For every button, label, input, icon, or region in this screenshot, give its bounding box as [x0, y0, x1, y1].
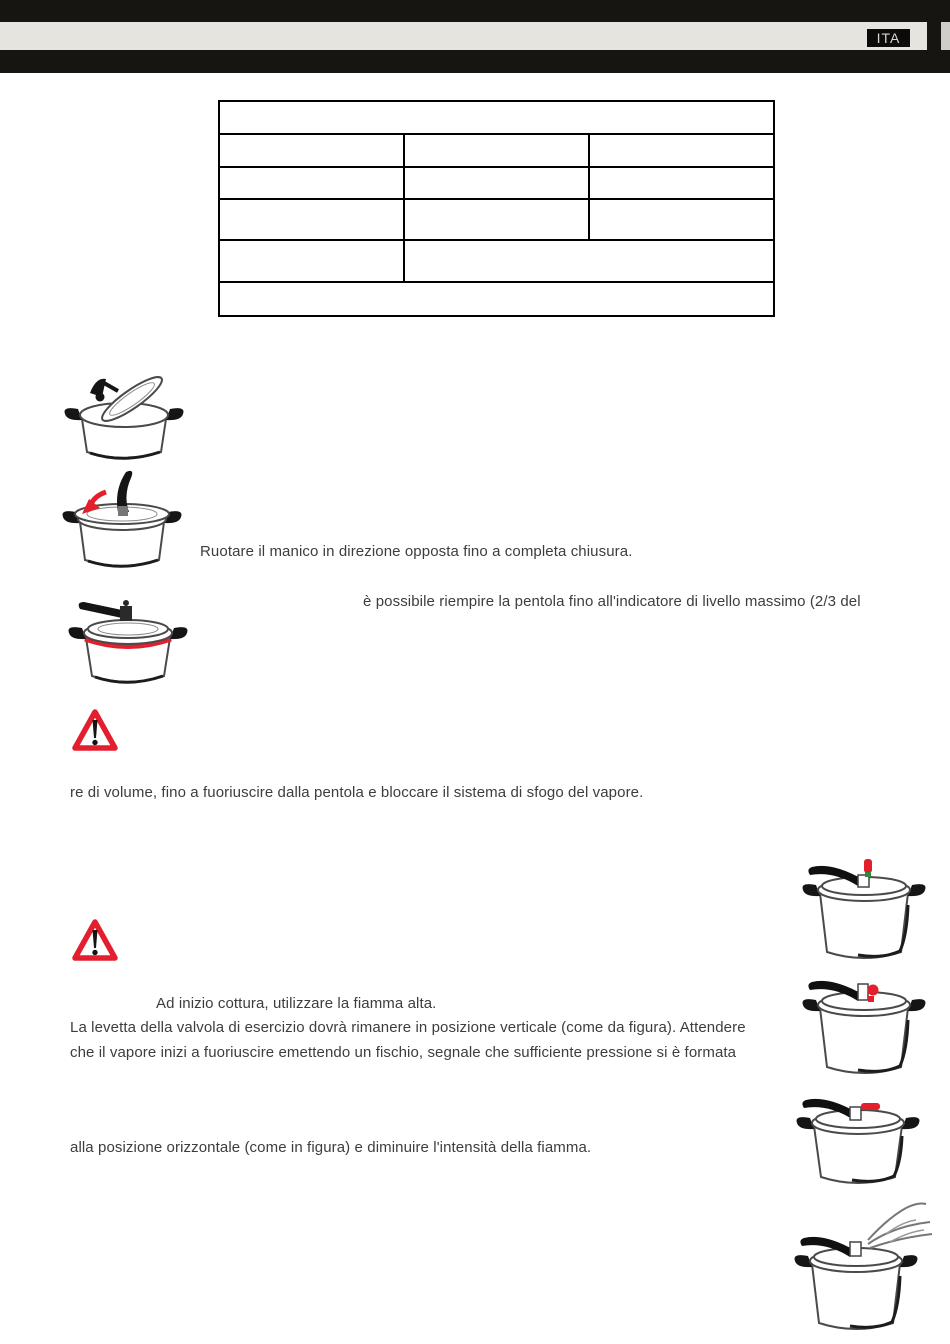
table-title-cell	[219, 101, 774, 134]
pressure-cooker-rotate-handle-icon	[56, 466, 192, 578]
table-cell	[589, 167, 774, 199]
table-cell	[219, 240, 404, 282]
valve-vertical-figure-2	[798, 970, 928, 1082]
valve-horizontal-figure	[792, 1090, 924, 1190]
high-flame-caption: Ad inizio cottura, utilizzare la fiamma alta.	[156, 995, 437, 1012]
steam-release-figure	[790, 1198, 938, 1338]
warning-icon	[71, 916, 119, 964]
top-banner	[0, 0, 950, 73]
warning-triangle-icon	[71, 706, 119, 754]
table-cell	[219, 199, 404, 240]
language-bar	[0, 22, 927, 50]
overflow-caption: re di volume, fino a fuoriuscire dalla pentola e bloccare il sistema di sfogo del vapore.	[70, 784, 644, 801]
pressure-cooker-max-fill-icon	[64, 590, 194, 692]
fill-level-caption: è possibile riempire la pentola fino all'indicatore di livello massimo (2/3 del	[363, 593, 861, 610]
table-cell	[589, 199, 774, 240]
warning-triangle-icon	[71, 916, 119, 964]
close-rotate-figure	[56, 466, 192, 578]
lever-vertical-caption-line1: La levetta della valvola di esercizio dovrà rimanere in posizione verticale (come da figura). Attendere	[70, 1019, 746, 1036]
max-fill-figure	[64, 590, 194, 692]
rotate-handle-caption: Ruotare il manico in direzione opposta fino a completa chiusura.	[200, 543, 633, 560]
language-badge: ITA	[867, 29, 910, 47]
lever-horizontal-caption: alla posizione orizzontale (come in figura) e diminuire l'intensità della fiamma.	[70, 1139, 592, 1156]
pressure-cooker-valve-whistle-icon	[798, 970, 928, 1082]
spec-table	[218, 100, 775, 317]
table-cell	[589, 134, 774, 167]
valve-vertical-figure-1	[798, 855, 928, 967]
pressure-cooker-lid-insert-icon	[60, 373, 192, 468]
table-cell	[219, 167, 404, 199]
pressure-cooker-valve-vertical-icon	[798, 855, 928, 967]
language-bar-notch	[941, 22, 950, 50]
table-cell-merged	[404, 240, 774, 282]
pressure-cooker-valve-horizontal-icon	[792, 1090, 924, 1190]
lid-insert-figure	[60, 373, 192, 468]
lever-vertical-caption-line2: che il vapore inizi a fuoriuscire emettendo un fischio, segnale che sufficiente pressione si è formata	[70, 1044, 737, 1061]
table-footer-cell	[219, 282, 774, 316]
pressure-cooker-steam-release-icon	[790, 1198, 938, 1338]
table-cell	[404, 199, 589, 240]
table-cell	[404, 167, 589, 199]
table-cell	[219, 134, 404, 167]
table-cell	[404, 134, 589, 167]
warning-icon	[71, 706, 119, 754]
